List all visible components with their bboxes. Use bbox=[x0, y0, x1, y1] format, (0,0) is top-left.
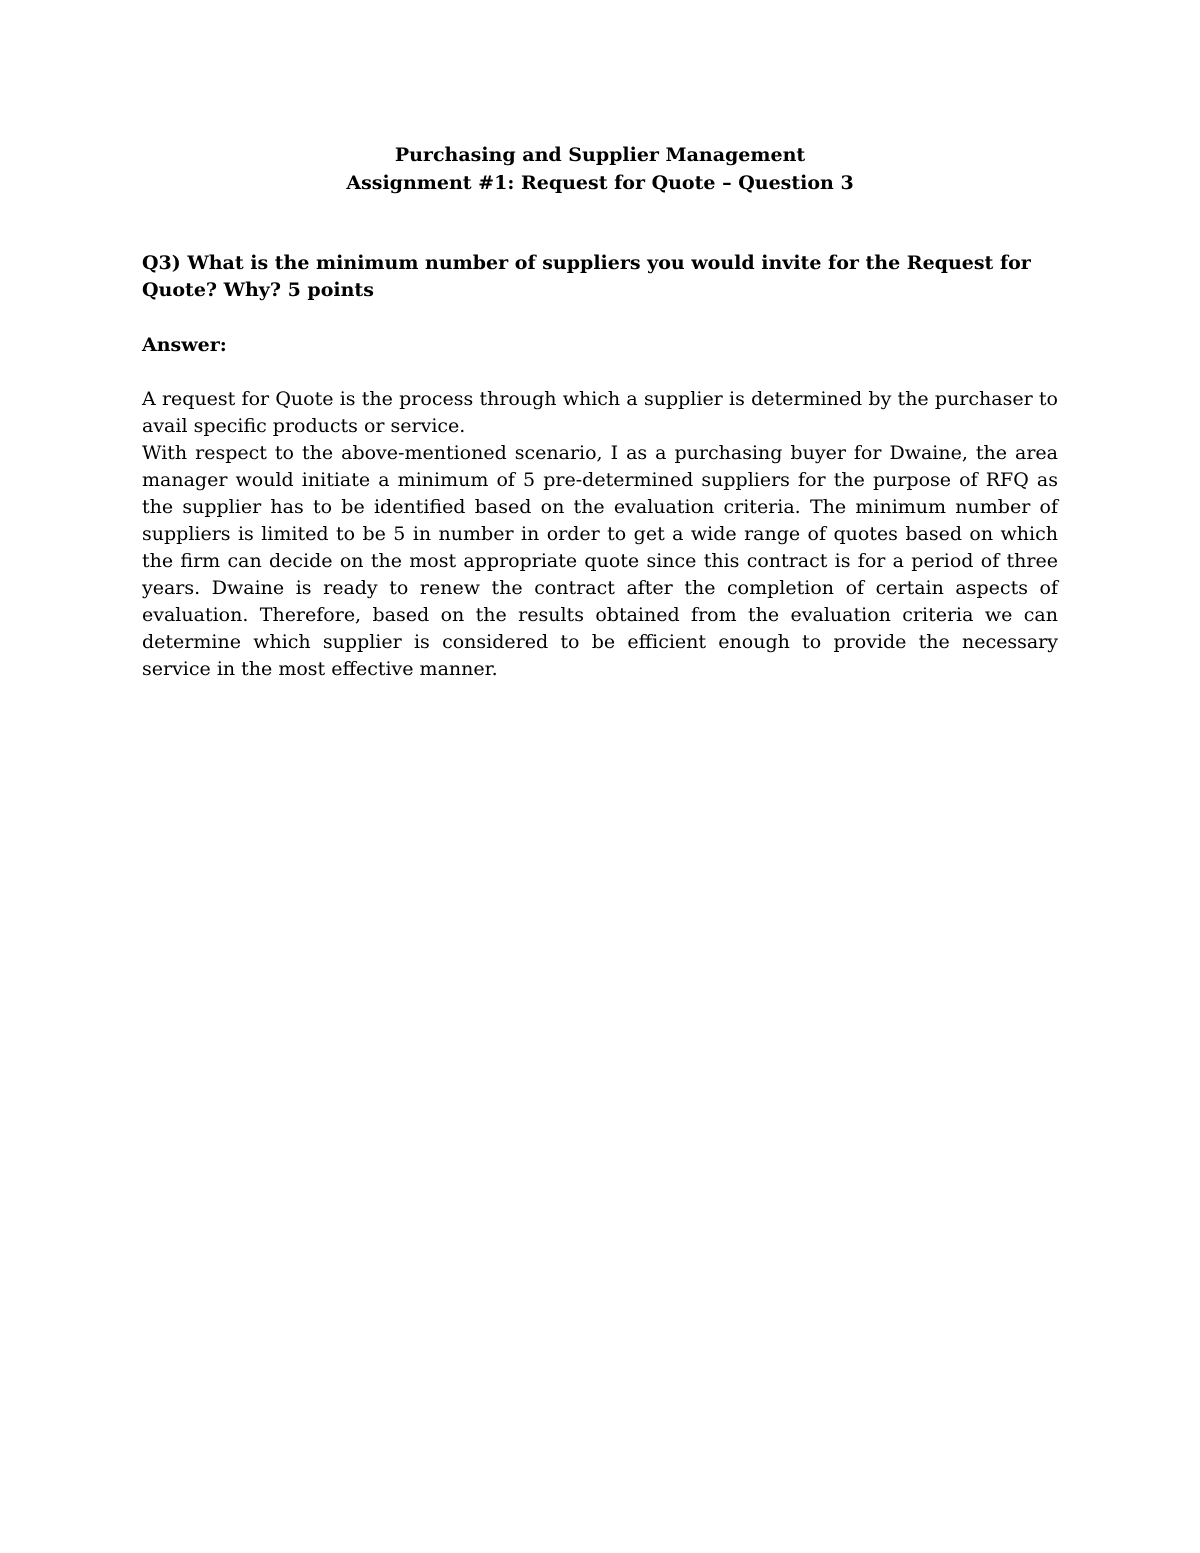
answer-body bbox=[142, 386, 1058, 683]
answer-label: Answer: bbox=[142, 334, 227, 356]
document-title bbox=[142, 141, 1058, 197]
answer-paragraph: A request for Quote is the process through which a supplier is determined by the purchaser to avail specific products or service. bbox=[142, 388, 1058, 437]
answer-paragraph: With respect to the above-mentioned scenario, I as a purchasing buyer for Dwaine, the area manager would initiate a minimum of 5 pre-determined suppliers for the purpose of RFQ as the supplier has to be identified based on the evaluation criteria. The minimum number of suppliers is limited to be 5 in number in order to get a wide range of quotes based on which the firm can decide on the most appropriate quote since this contract is for a period of three years. Dwaine is ready to renew the contract after the completion of certain aspects of evaluation. Therefore, based on the results obtained from the evaluation criteria we can determine which supplier is considered to be efficient enough to provide the necessary service in the most effective manner. bbox=[142, 442, 1058, 680]
assignment-title: Assignment #1: Request for Quote – Question 3 bbox=[346, 172, 854, 194]
course-title: Purchasing and Supplier Management bbox=[394, 144, 806, 166]
question-text: Q3) What is the minimum number of suppliers you would invite for the Request for Quote? Why? 5 points bbox=[142, 252, 1031, 301]
